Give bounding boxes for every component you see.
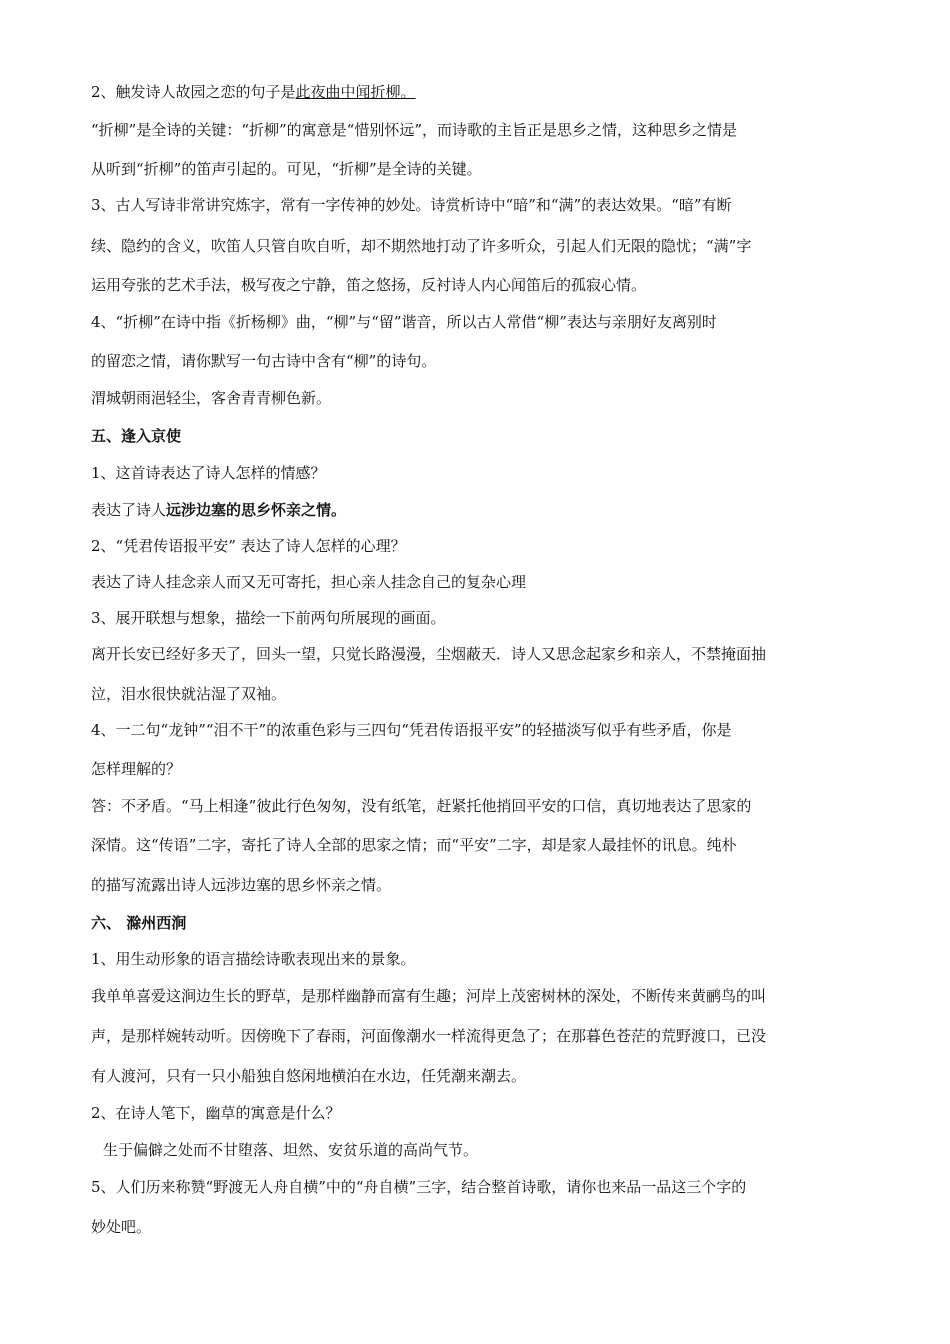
paragraph-line: 泣，泪水很快就沾湿了双袖。 xyxy=(91,685,287,703)
paragraph-line: 的留恋之情，请你默写一句古诗中含有“柳”的诗句。 xyxy=(91,352,437,370)
paragraph-line: 1、用生动形象的语言描绘诗歌表现出来的景象。 xyxy=(91,950,416,968)
paragraph-line: “折柳”是全诗的关键：“折柳”的寓意是“惜别怀远”，而诗歌的主旨正是思乡之情，这种思乡之情是 xyxy=(91,121,738,139)
paragraph-line: 运用夸张的艺术手法，极写夜之宁静，笛之悠扬，反衬诗人内心闻笛后的孤寂心情。 xyxy=(91,276,647,294)
section-heading: 五、逢入京使 xyxy=(91,427,182,445)
answer-line xyxy=(91,500,346,520)
paragraph-line: 答：不矛盾。“马上相逢”彼此行色匆匆，没有纸笔，赶紧托他捎回平安的口信，真切地表达了思家的 xyxy=(91,797,752,815)
paragraph-line: 从听到“折柳”的笛声引起的。可见，“折柳”是全诗的关键。 xyxy=(91,160,482,178)
answer-emphasis: 远涉边塞的思乡怀亲之情。 xyxy=(166,501,347,519)
paragraph-line: 1、这首诗表达了诗人怎样的情感？ xyxy=(91,464,326,482)
paragraph-line: 2、“凭君传语报平安” 表达了诗人怎样的心理？ xyxy=(91,537,406,555)
paragraph-line: 深情。这“传语”二字，寄托了诗人全部的思家之情；而“平安”二字，却是家人最挂怀的讯息。纯朴 xyxy=(91,836,737,854)
paragraph-line: 5、人们历来称赞“野渡无人舟自横”中的“舟自横”三字，结合整首诗歌，请你也来品一品这三个字的 xyxy=(91,1178,747,1196)
paragraph-line: 我单单喜爱这涧边生长的野草，是那样幽静而富有生趣；河岸上茂密树林的深处，不断传来黄鹂鸟的叫 xyxy=(91,987,767,1005)
paragraph-line: 妙处吧。 xyxy=(91,1218,152,1236)
paragraph-line: 3、古人写诗非常讲究炼字，常有一字传神的妙处。诗赏析诗中“暗”和“满”的表达效果。“暗”有断 xyxy=(91,196,732,214)
paragraph-line: 4、“折柳”在诗中指《折杨柳》曲，“柳”与“留”谐音，所以古人常借“柳”表达与亲朋好友离别时 xyxy=(91,313,717,331)
paragraph-line: 2、在诗人笔下，幽草的寓意是什么？ xyxy=(91,1104,341,1122)
paragraph-line: 3、展开联想与想象，描绘一下前两句所展现的画面。 xyxy=(91,609,446,627)
q2-trigger-text: 2、触发诗人故园之恋的句子是 xyxy=(91,83,296,101)
q2-trigger-answer: 此夜曲中闻折柳。 xyxy=(295,83,416,101)
paragraph-line: 4、一二句“龙钟”“泪不干”的浓重色彩与三四句“凭君传语报平安”的轻描淡写似乎有些矛盾，你是 xyxy=(91,721,732,739)
paragraph-line: 声，是那样婉转动听。因傍晚下了春雨，河面像潮水一样流得更急了；在那暮色苍茫的荒野渡口，已没 xyxy=(91,1027,767,1045)
q2-trigger-line xyxy=(91,82,416,102)
section-heading: 六、 滁州西涧 xyxy=(91,914,187,932)
paragraph-line: 生于偏僻之处而不甘堕落、坦然、安贫乐道的高尚气节。 xyxy=(103,1141,479,1159)
paragraph-line: 续、隐约的含义，吹笛人只管自吹自听，却不期然地打动了许多听众，引起人们无限的隐忧；“满”字 xyxy=(91,237,752,255)
answer-prefix: 表达了诗人 xyxy=(91,501,167,519)
paragraph-line: 渭城朝雨浥轻尘，客舍青青柳色新。 xyxy=(91,389,332,407)
paragraph-line: 怎样理解的？ xyxy=(91,760,182,778)
paragraph-line: 离开长安已经好多天了，回头一望，只觉长路漫漫，尘烟蔽天．诗人又思念起家乡和亲人，不禁掩面抽 xyxy=(91,645,767,663)
paragraph-line: 有人渡河，只有一只小船独自悠闲地横泊在水边，任凭潮来潮去。 xyxy=(91,1067,527,1085)
paragraph-line: 的描写流露出诗人远涉边塞的思乡怀亲之情。 xyxy=(91,876,392,894)
paragraph-line: 表达了诗人挂念亲人而又无可寄托，担心亲人挂念自己的复杂心理 xyxy=(91,573,527,591)
